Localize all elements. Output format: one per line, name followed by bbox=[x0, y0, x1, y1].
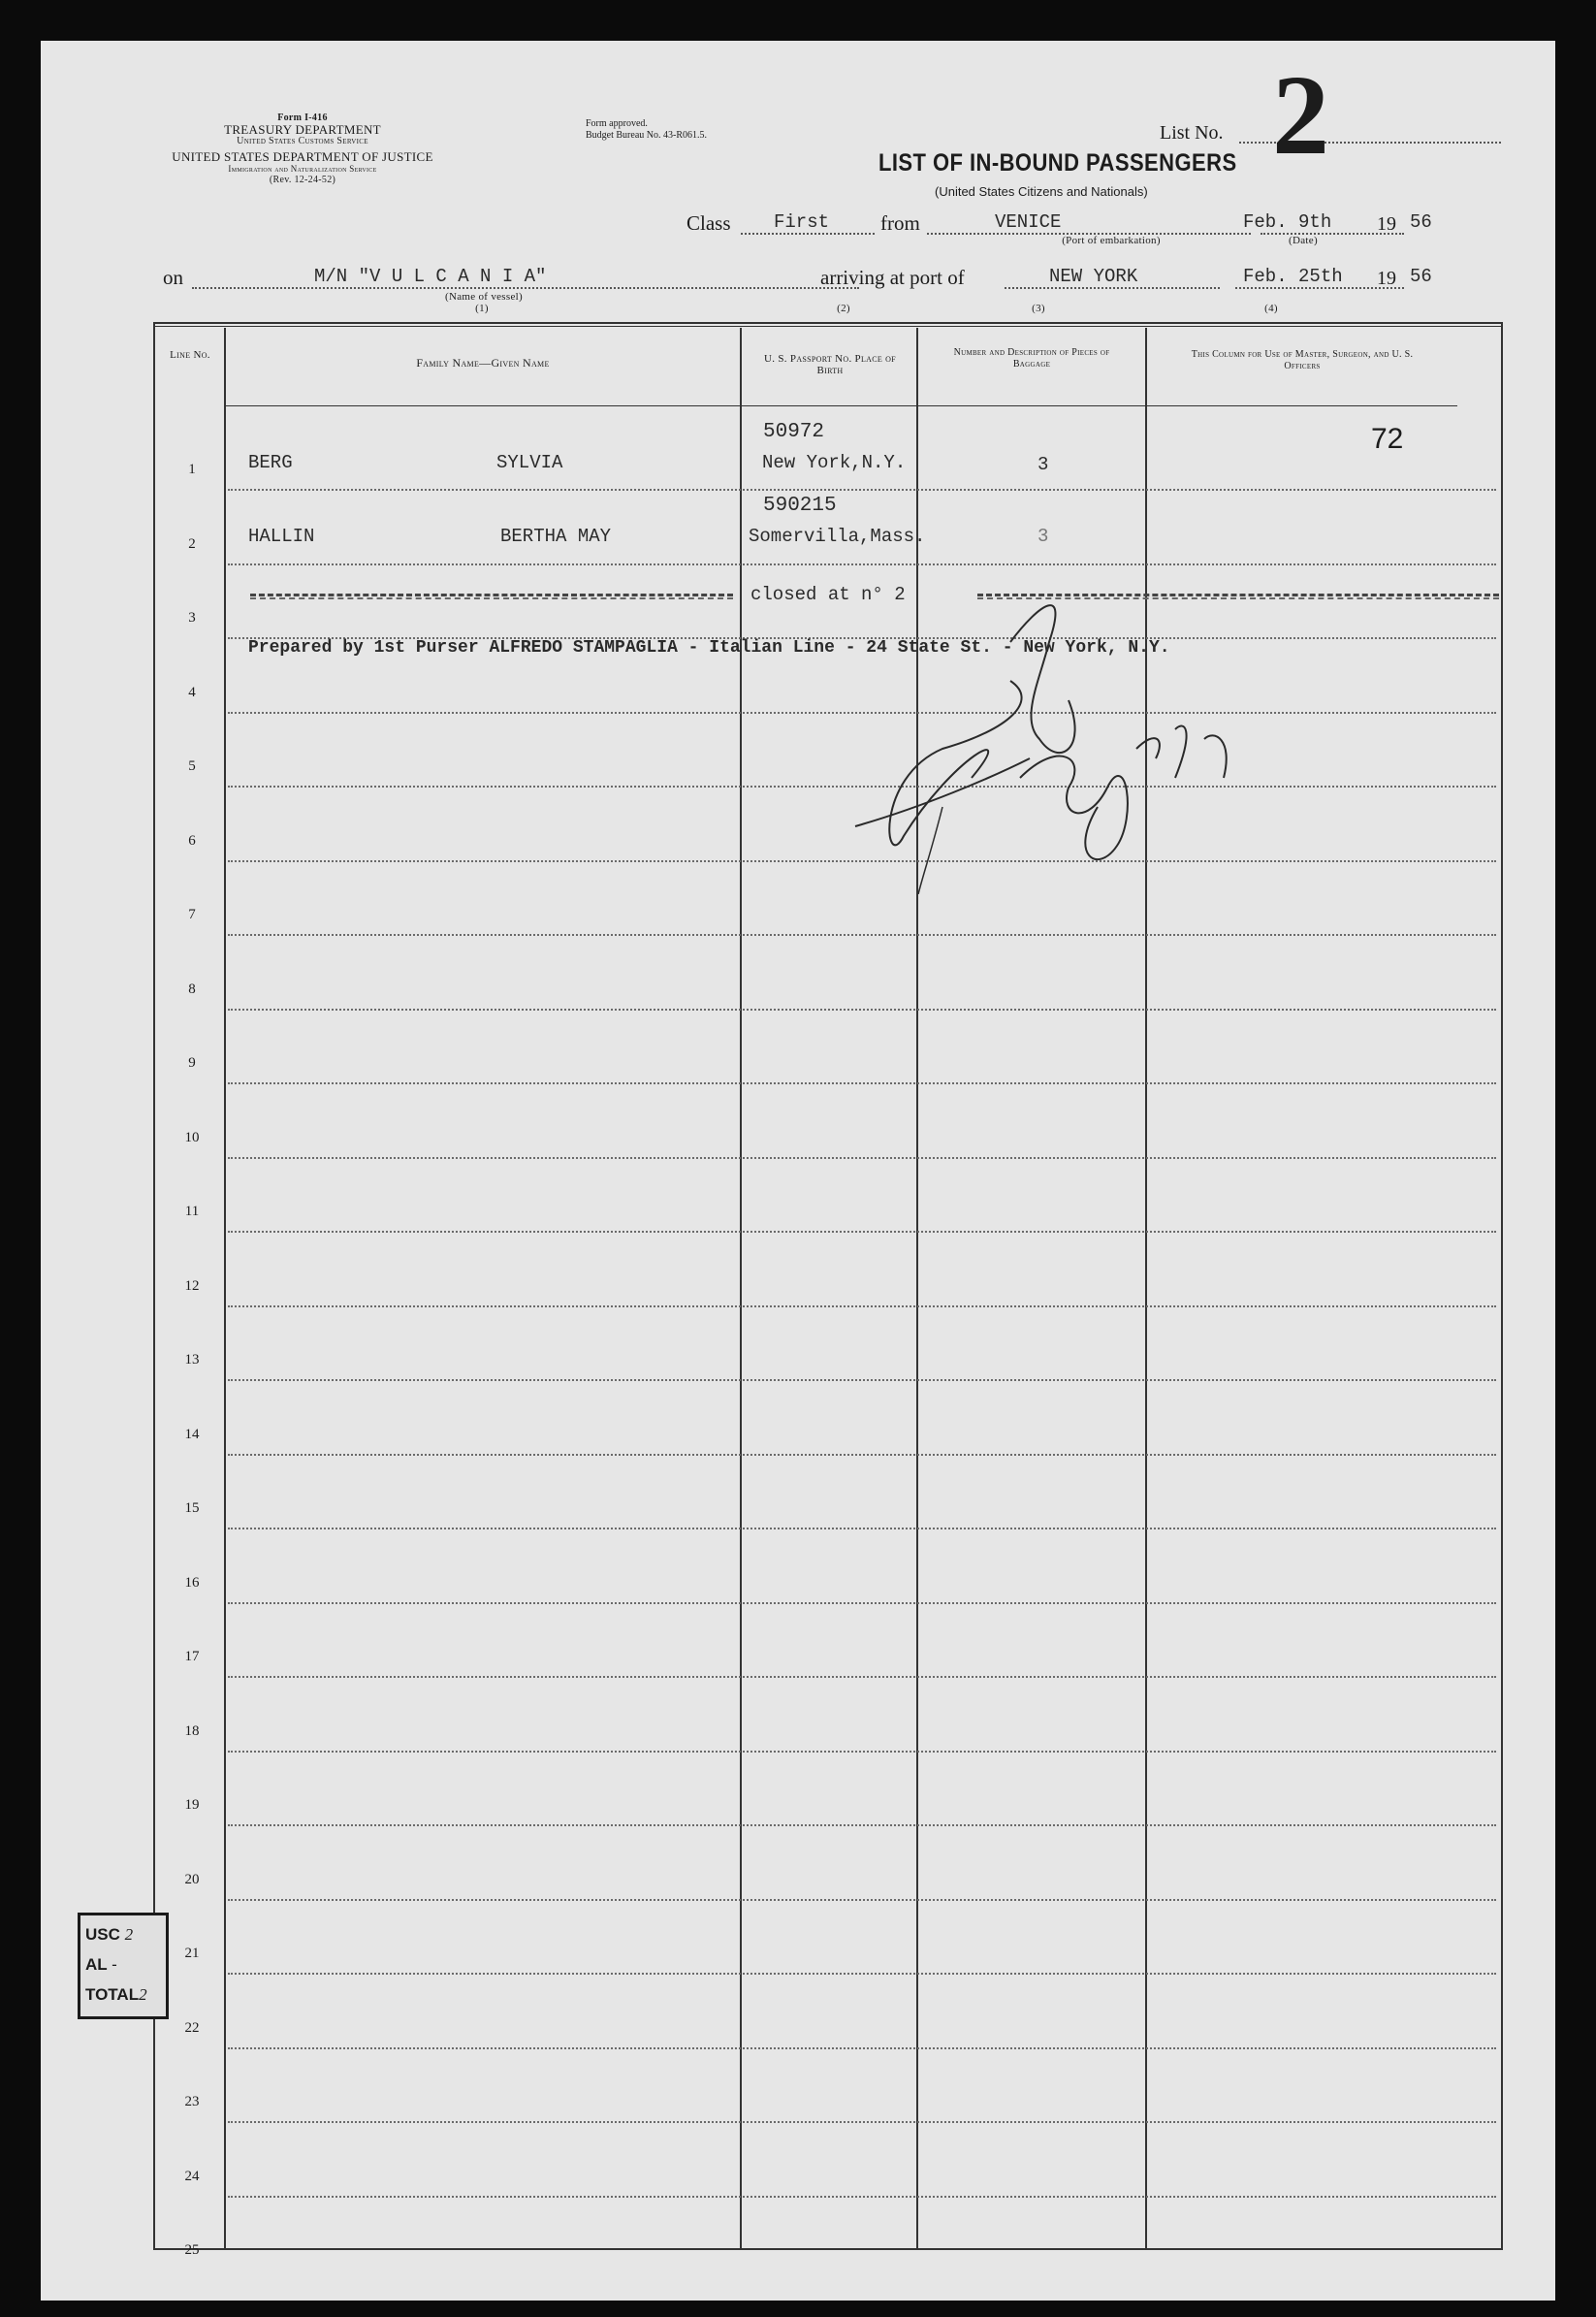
row-number: 23 bbox=[184, 2094, 200, 2109]
row-divider bbox=[228, 2047, 1496, 2049]
row-divider bbox=[228, 1602, 1496, 1604]
arriving-label: arriving at port of bbox=[820, 266, 965, 289]
row2-given: BERTHA MAY bbox=[500, 526, 612, 547]
arrival-year: 56 bbox=[1410, 266, 1432, 287]
row-number: 20 bbox=[184, 1871, 200, 1887]
row1-baggage: 3 bbox=[1037, 454, 1049, 475]
from-label: from bbox=[880, 211, 920, 235]
arrival-year-prefix: 19 bbox=[1377, 268, 1396, 289]
row-divider bbox=[228, 1751, 1496, 1753]
row-divider bbox=[228, 489, 1496, 491]
row1-given: SYLVIA bbox=[496, 452, 563, 473]
row-number: 5 bbox=[188, 758, 196, 774]
row-divider bbox=[228, 2121, 1496, 2123]
year-value: 56 bbox=[1410, 211, 1432, 233]
table-bottom-border bbox=[153, 2248, 1503, 2250]
from-caption: (Port of embarkation) bbox=[1062, 235, 1161, 246]
treasury-label: TREASURY DEPARTMENT bbox=[224, 122, 381, 137]
stamp-al bbox=[85, 1949, 161, 1979]
vessel-line bbox=[192, 287, 859, 289]
customs-label: United States Customs Service bbox=[237, 136, 368, 146]
row-number: 24 bbox=[184, 2168, 200, 2184]
class-line bbox=[741, 233, 875, 235]
header-underline-baggage bbox=[918, 405, 1145, 406]
row-number: 16 bbox=[184, 1574, 200, 1591]
row-number: 11 bbox=[184, 1204, 200, 1219]
row-number: 19 bbox=[184, 1797, 200, 1813]
row-divider bbox=[228, 934, 1496, 936]
closed-dash-left bbox=[250, 594, 733, 599]
row-number: 10 bbox=[184, 1129, 200, 1145]
row1-officer-note: 72 bbox=[1371, 423, 1404, 455]
header-underline-passport bbox=[742, 405, 916, 406]
list-title: LIST OF IN-BOUND PASSENGERS bbox=[878, 149, 1237, 177]
row-number: 12 bbox=[184, 1277, 200, 1294]
stamp-usc bbox=[85, 1919, 161, 1949]
date-value: Feb. 9th bbox=[1243, 211, 1332, 233]
vessel-cap3: (3) bbox=[1032, 303, 1045, 314]
port-line bbox=[1005, 287, 1220, 289]
count-stamp bbox=[78, 1913, 169, 2019]
row-number: 21 bbox=[184, 1946, 200, 1961]
row-number: 9 bbox=[188, 1055, 196, 1071]
header-passport: U. S. Passport No. Place of Birth bbox=[764, 353, 896, 376]
table-top-border bbox=[153, 322, 1503, 324]
from-value: VENICE bbox=[995, 211, 1062, 233]
vessel-cap1: (1) bbox=[475, 303, 489, 314]
col-divider-name bbox=[740, 328, 742, 2248]
row-number: 17 bbox=[184, 1649, 200, 1664]
class-value: First bbox=[774, 211, 830, 233]
row1-passport: 50972 bbox=[763, 421, 825, 443]
row-divider bbox=[228, 1528, 1496, 1529]
header-underline-officers bbox=[1147, 405, 1457, 406]
list-subtitle: (United States Citizens and Nationals) bbox=[935, 184, 1148, 199]
justice-label: UNITED STATES DEPARTMENT OF JUSTICE bbox=[172, 149, 433, 164]
vessel-cap4: (4) bbox=[1264, 303, 1278, 314]
stamp-al-label: AL bbox=[85, 1955, 108, 1974]
row-number: 22 bbox=[184, 2019, 200, 2036]
stamp-usc-value: 2 bbox=[124, 1925, 134, 1944]
header-baggage: Number and Description of Pieces of Baggage bbox=[953, 347, 1110, 370]
arrival-date: Feb. 25th bbox=[1243, 266, 1343, 287]
row-number: 18 bbox=[184, 1722, 200, 1739]
row-number: 4 bbox=[188, 684, 196, 700]
date-caption: (Date) bbox=[1289, 235, 1318, 246]
officer-signature bbox=[846, 584, 1272, 894]
year-prefix: 19 bbox=[1377, 213, 1396, 235]
form-approved: Form approved. bbox=[586, 118, 648, 129]
header-line-no: Line No. bbox=[170, 349, 210, 361]
stamp-usc-label: USC bbox=[85, 1925, 120, 1944]
list-no-label: List No. bbox=[1160, 122, 1224, 144]
stamp-total bbox=[85, 1979, 161, 2010]
row-number: 7 bbox=[188, 907, 196, 922]
table-top-border-inner bbox=[153, 326, 1503, 327]
row2-passport: 590215 bbox=[763, 495, 837, 517]
row-divider bbox=[228, 1899, 1496, 1901]
row2-family: HALLIN bbox=[248, 526, 315, 547]
row-divider bbox=[228, 1305, 1496, 1307]
row-number: 15 bbox=[184, 1500, 200, 1516]
row-number: 25 bbox=[184, 2242, 200, 2258]
row-divider bbox=[228, 2196, 1496, 2198]
vessel-caption: (Name of vessel) bbox=[445, 291, 523, 303]
row-divider bbox=[228, 1973, 1496, 1975]
header-officers: This Column for Use of Master, Surgeon, and U. S. Officers bbox=[1191, 349, 1414, 371]
header-name: Family Name—Given Name bbox=[416, 356, 550, 370]
closed-text: closed at n° 2 bbox=[750, 584, 906, 605]
vessel-cap2: (2) bbox=[837, 303, 850, 314]
on-label: on bbox=[163, 266, 183, 289]
row-number: 3 bbox=[188, 610, 196, 626]
row-number: 8 bbox=[188, 981, 196, 997]
header-underline-name bbox=[226, 405, 740, 406]
row-number: 2 bbox=[188, 535, 196, 552]
row2-baggage: 3 bbox=[1037, 526, 1049, 547]
row-number: 6 bbox=[188, 832, 196, 849]
budget-bureau: Budget Bureau No. 43-R061.5. bbox=[586, 130, 707, 141]
form-number: Form I-416 bbox=[277, 113, 328, 123]
prepared-text: Prepared by 1st Purser ALFREDO STAMPAGLIA - Italian Line - 24 State St. - New York, N.Y. bbox=[248, 638, 1170, 658]
manifest-page bbox=[41, 41, 1555, 2301]
row-divider bbox=[228, 563, 1496, 565]
class-label: Class bbox=[686, 211, 731, 235]
ins-label: Immigration and Naturalization Service bbox=[228, 164, 377, 174]
stamp-total-label: TOTAL bbox=[85, 1985, 140, 2004]
row-number: 14 bbox=[184, 1426, 200, 1442]
header-mid bbox=[586, 118, 707, 142]
revision-label: (Rev. 12-24-52) bbox=[269, 175, 336, 185]
row-divider bbox=[228, 1379, 1496, 1381]
row-divider bbox=[228, 1082, 1496, 1084]
row-divider bbox=[228, 1009, 1496, 1011]
stamp-al-value: - bbox=[112, 1955, 117, 1974]
row-number: 1 bbox=[188, 462, 196, 477]
row-number: 13 bbox=[184, 1352, 200, 1368]
list-no-value: 2 bbox=[1272, 51, 1329, 178]
header-left bbox=[157, 113, 448, 186]
row-divider bbox=[228, 1454, 1496, 1456]
row1-birth: New York,N.Y. bbox=[762, 452, 907, 473]
col-divider-lineno bbox=[224, 328, 226, 2248]
row1-family: BERG bbox=[248, 452, 293, 473]
port-value: NEW YORK bbox=[1049, 266, 1138, 287]
row-divider bbox=[228, 1231, 1496, 1233]
row-divider bbox=[228, 1824, 1496, 1826]
row2-birth: Somervilla,Mass. bbox=[749, 526, 926, 547]
stamp-total-value: 2 bbox=[139, 1985, 147, 2004]
table-right-border bbox=[1501, 322, 1503, 2250]
row-divider bbox=[228, 1157, 1496, 1159]
vessel-value: M/N "V U L C A N I A" bbox=[314, 266, 547, 287]
row-divider bbox=[228, 1676, 1496, 1678]
